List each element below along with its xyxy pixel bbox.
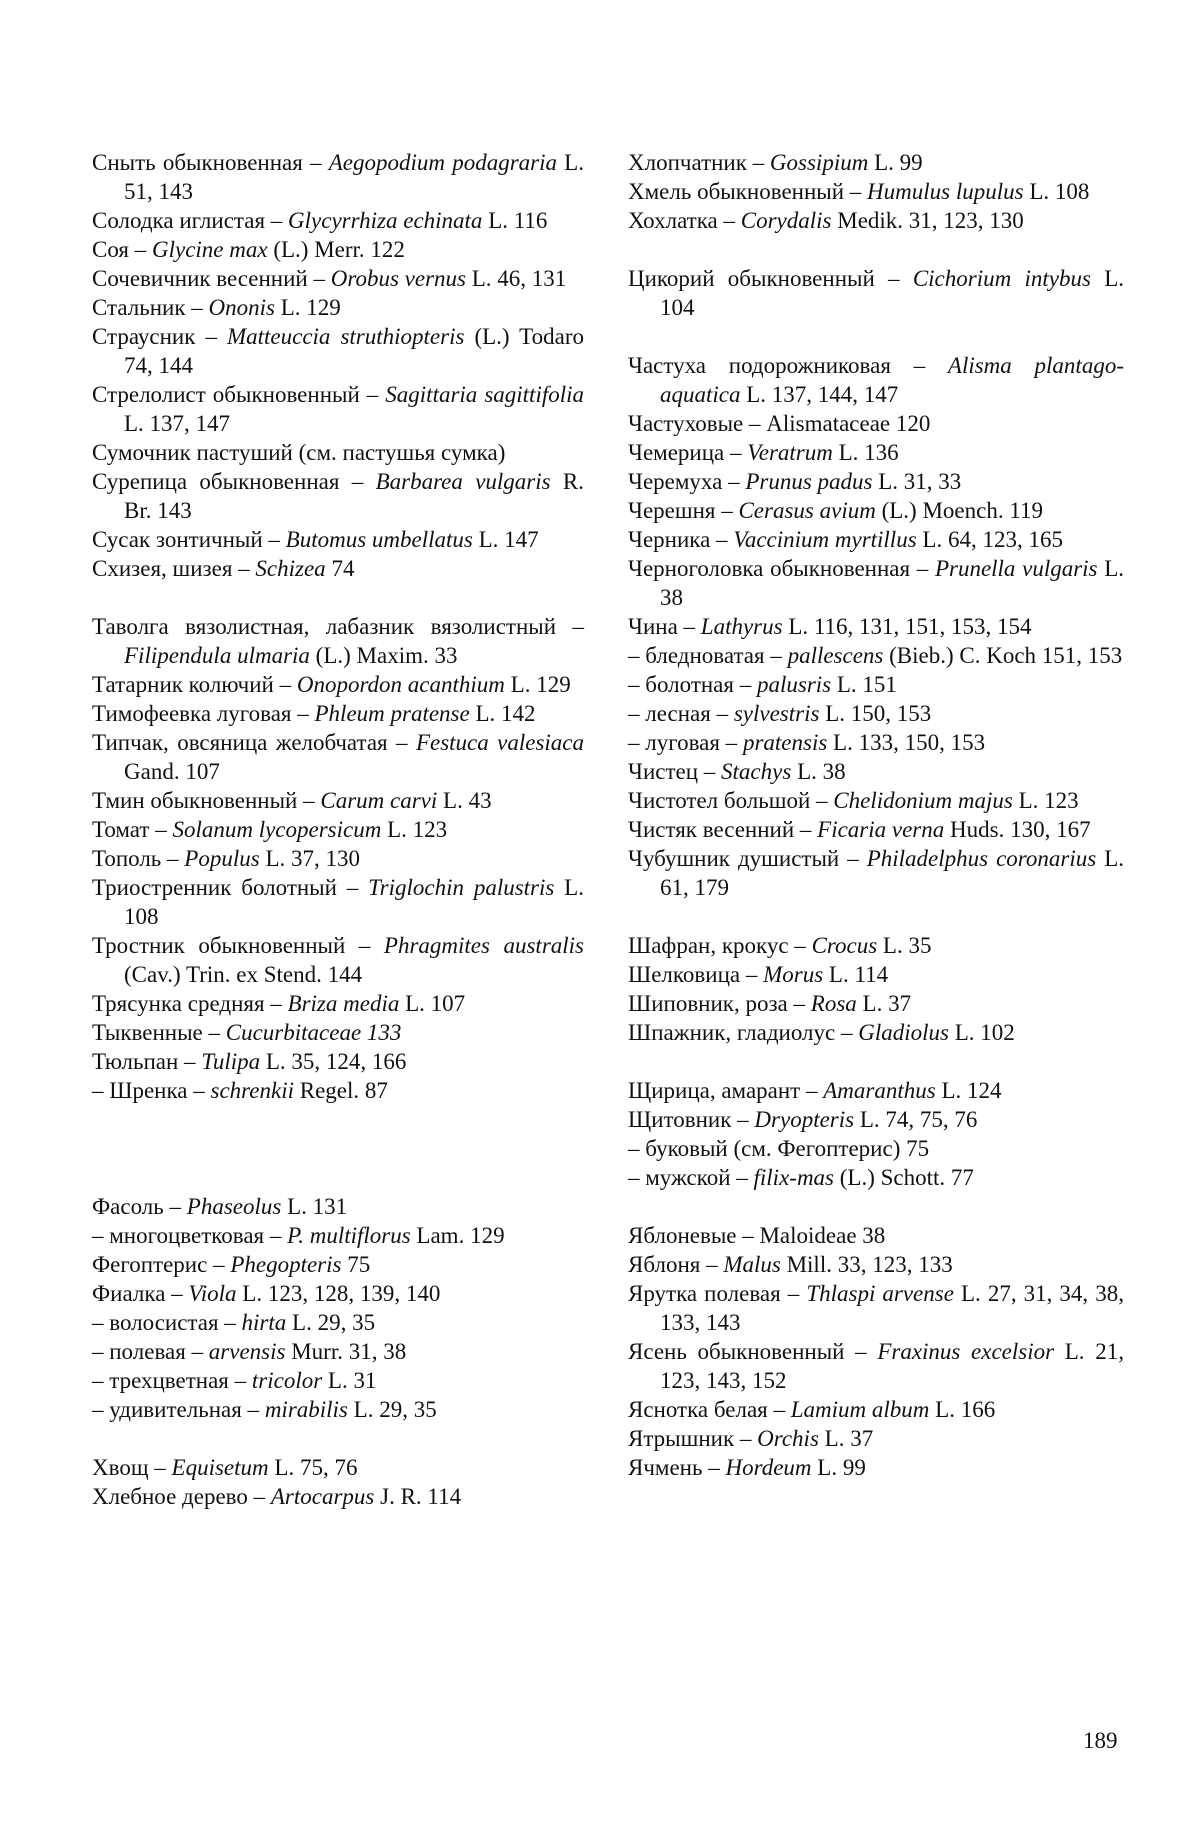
entry-text: Стальник – xyxy=(92,295,209,320)
entry-text: L. 136 xyxy=(832,440,899,465)
index-entry xyxy=(628,467,1124,496)
latin-name: Amaranthus xyxy=(823,1078,936,1103)
entry-text: Ясень обыкновенный – xyxy=(628,1339,878,1364)
latin-name: pallescens xyxy=(787,643,884,668)
index-column-left xyxy=(92,148,584,1511)
index-entry xyxy=(92,699,584,728)
entry-text: Тыквенные – xyxy=(92,1020,226,1045)
entry-text: L. 29, 35 xyxy=(286,1310,376,1335)
entry-text: L. 37 xyxy=(856,991,912,1016)
index-entry xyxy=(628,1221,1124,1250)
entry-text: R. Br. 143 xyxy=(124,469,585,523)
entry-text: L. 129 xyxy=(504,672,571,697)
latin-name: Phleum pratense xyxy=(314,701,470,726)
latin-name: Glycyrrhiza echinata xyxy=(288,208,483,233)
entry-text: L. 114 xyxy=(823,962,889,987)
latin-name: Cerasus avium xyxy=(738,498,876,523)
entry-text: Lam. 129 xyxy=(410,1223,505,1248)
latin-name: schrenkii xyxy=(210,1078,294,1103)
latin-name: Morus xyxy=(763,962,824,987)
latin-name: Dryopteris xyxy=(754,1107,855,1132)
entry-text: – бледноватая – xyxy=(628,643,788,668)
latin-name: Lamium album xyxy=(790,1397,930,1422)
index-entry xyxy=(92,1192,584,1221)
entry-text: Яблоня – xyxy=(628,1252,724,1277)
entry-text: Типчак, овсяница желобчатая – xyxy=(92,730,416,755)
entry-text: – удивительная – xyxy=(92,1397,265,1422)
entry-text: L. 129 xyxy=(275,295,341,320)
entry-text: Яснотка белая – xyxy=(628,1397,791,1422)
entry-text: Шелковица – xyxy=(628,962,764,987)
page-number: 189 xyxy=(1083,1728,1118,1753)
index-entry xyxy=(92,525,584,554)
entry-text: – полевая – xyxy=(92,1339,209,1364)
latin-name: Fraxinus excelsior xyxy=(877,1339,1055,1364)
latin-name: arvensis xyxy=(208,1339,286,1364)
entry-text: Черника – xyxy=(628,527,734,552)
latin-name: Rosa xyxy=(810,991,857,1016)
latin-name: Veratrum xyxy=(747,440,833,465)
entry-text: L. 31, 33 xyxy=(872,469,962,494)
entry-text: L. 35 xyxy=(877,933,932,958)
index-entry xyxy=(92,380,584,438)
latin-name: Ononis xyxy=(208,295,275,320)
latin-name: Aegopodium podagraria xyxy=(328,150,557,175)
index-entry xyxy=(628,438,1124,467)
entry-text: L. 75, 76 xyxy=(268,1455,358,1480)
latin-name: Philadelphus coronarius xyxy=(866,846,1097,871)
index-entry xyxy=(92,786,584,815)
entry-text: L. 147 xyxy=(472,527,539,552)
index-entry xyxy=(92,844,584,873)
entry-text: (L.) Todaro 74, 144 xyxy=(124,324,584,378)
entry-text: Чистяк весенний – xyxy=(628,817,818,842)
entry-text: L. 142 xyxy=(469,701,536,726)
entry-text: L. 27, 31, 34, 38, 133, 143 xyxy=(660,1281,1124,1335)
index-entry xyxy=(92,989,584,1018)
entry-text: Ячмень – xyxy=(628,1455,726,1480)
index-entry xyxy=(92,1018,584,1047)
entry-text: Щирица, амарант – xyxy=(628,1078,824,1103)
index-entry xyxy=(628,148,1124,177)
entry-group-spacer xyxy=(92,583,584,612)
latin-name: mirabilis xyxy=(264,1397,348,1422)
index-entry xyxy=(92,1076,584,1105)
entry-text: Таволга вязолистная, лабазник вязолистный – xyxy=(92,614,584,639)
index-entry xyxy=(92,293,584,322)
index-entry xyxy=(628,525,1124,554)
index-entry xyxy=(628,1395,1124,1424)
index-entry xyxy=(628,554,1124,612)
latin-name: Triglochin palustris xyxy=(368,875,555,900)
entry-text: L. 37, 130 xyxy=(259,846,360,871)
entry-text: – многоцветковая – xyxy=(92,1223,288,1248)
entry-text: L. 51, 143 xyxy=(124,150,584,204)
entry-text: – болотная – xyxy=(628,672,757,697)
latin-name: Hordeum xyxy=(725,1455,812,1480)
entry-text: L. 151 xyxy=(831,672,897,697)
entry-text: L. 137, 147 xyxy=(124,411,231,436)
entry-text: Huds. 130, 167 xyxy=(944,817,1091,842)
entry-text: L. 123 xyxy=(1012,788,1079,813)
index-entry xyxy=(92,670,584,699)
entry-text: (L.) Merr. 122 xyxy=(267,237,405,262)
index-entry xyxy=(92,1047,584,1076)
entry-text: L. 131 xyxy=(281,1194,348,1219)
index-entry xyxy=(92,1482,584,1511)
index-entry xyxy=(628,728,1124,757)
entry-text: Триостренник болотный – xyxy=(92,875,369,900)
entry-text: Тимофеевка луговая – xyxy=(92,701,315,726)
entry-text: L. 38 xyxy=(660,556,1124,610)
entry-text: L. 46, 131 xyxy=(465,266,567,291)
entry-group-spacer xyxy=(92,1163,584,1192)
latin-name: Humulus lupulus xyxy=(867,179,1024,204)
entry-group-spacer xyxy=(628,322,1124,351)
latin-name: Cucurbitaceae 133 xyxy=(225,1020,402,1045)
latin-name: Cichorium intybus xyxy=(912,266,1091,291)
entry-text: Томат – xyxy=(92,817,173,842)
index-entry xyxy=(92,612,584,670)
entry-text: L. 107 xyxy=(399,991,466,1016)
index-entry xyxy=(628,1453,1124,1482)
latin-name: sylvestris xyxy=(733,701,820,726)
entry-text: L. 124 xyxy=(935,1078,1002,1103)
latin-name: pratensis xyxy=(742,730,828,755)
entry-text: Сурепица обыкновенная – xyxy=(92,469,376,494)
latin-name: Festuca valesiaca xyxy=(415,730,584,755)
index-entry xyxy=(628,670,1124,699)
latin-name: Sagittaria sagittifolia xyxy=(385,382,585,407)
index-entry xyxy=(628,1424,1124,1453)
entry-text: Черноголовка обыкновенная – xyxy=(628,556,935,581)
entry-text: Шафран, крокус – xyxy=(628,933,812,958)
entry-text: Солодка иглистая – xyxy=(92,208,289,233)
latin-name: Ficaria verna xyxy=(817,817,945,842)
index-entry xyxy=(92,322,584,380)
latin-name: Briza media xyxy=(287,991,400,1016)
entry-text: L. 104 xyxy=(660,266,1124,320)
entry-text: Чистотел большой – xyxy=(628,788,834,813)
entry-text: L. 123, 128, 139, 140 xyxy=(236,1281,441,1306)
entry-group-spacer xyxy=(628,1192,1124,1221)
index-entry xyxy=(92,1308,584,1337)
latin-name: Gossipium xyxy=(769,150,869,175)
entry-text: Стрелолист обыкновенный – xyxy=(92,382,386,407)
index-entry xyxy=(628,960,1124,989)
entry-text: Тмин обыкновенный – xyxy=(92,788,321,813)
entry-text: Чубушник душистый – xyxy=(628,846,867,871)
entry-text: – волосистая – xyxy=(92,1310,242,1335)
entry-text: Соя – xyxy=(92,237,152,262)
entry-text: Частуха подорожниковая – xyxy=(628,353,948,378)
index-entry xyxy=(92,1366,584,1395)
latin-name: Malus xyxy=(723,1252,781,1277)
latin-name: palusris xyxy=(756,672,832,697)
entry-text: Шиповник, роза – xyxy=(628,991,811,1016)
latin-name: Populus xyxy=(184,846,260,871)
entry-text: – трехцветная – xyxy=(92,1368,252,1393)
entry-text: Трясунка средняя – xyxy=(92,991,288,1016)
latin-name: Equisetum xyxy=(171,1455,269,1480)
entry-text: L. 29, 35 xyxy=(347,1397,437,1422)
index-entry xyxy=(92,1279,584,1308)
entry-text: L. 108 xyxy=(124,875,584,929)
entry-text: (Cav.) Trin. ex Stend. 144 xyxy=(124,962,363,987)
latin-name: Phaseolus xyxy=(186,1194,282,1219)
index-entry xyxy=(628,1279,1124,1337)
index-entry xyxy=(92,873,584,931)
index-entry xyxy=(628,1076,1124,1105)
index-entry xyxy=(628,351,1124,409)
latin-name: Orchis xyxy=(757,1426,819,1451)
entry-text: L. 61, 179 xyxy=(660,846,1124,900)
latin-name: Phragmites australis xyxy=(383,933,585,958)
latin-name: Alisma plantago-aquatica xyxy=(660,353,1124,407)
index-entry xyxy=(92,1337,584,1366)
index-entry xyxy=(92,1395,584,1424)
entry-text: L. 38 xyxy=(791,759,846,784)
latin-name: Glycine max xyxy=(151,237,268,262)
entry-text: (L.) Schott. 77 xyxy=(834,1165,974,1190)
latin-name: Prunella vulgaris xyxy=(934,556,1098,581)
entry-text: Сумочник пастуший (см. пастушья сумка) xyxy=(92,440,506,465)
entry-group-spacer xyxy=(628,902,1124,931)
index-entry xyxy=(628,989,1124,1018)
entry-text: 75 xyxy=(341,1252,371,1277)
entry-text: L. 166 xyxy=(929,1397,996,1422)
index-entry xyxy=(92,235,584,264)
latin-name: Filipendula ulmaria xyxy=(124,643,310,668)
entry-text: Цикорий обыкновенный – xyxy=(628,266,913,291)
index-entry xyxy=(628,206,1124,235)
latin-name: Crocus xyxy=(811,933,878,958)
entry-text: Regel. 87 xyxy=(293,1078,388,1103)
index-entry xyxy=(628,264,1124,322)
latin-name: filix-mas xyxy=(753,1165,835,1190)
latin-name: Chelidonium majus xyxy=(833,788,1013,813)
entry-text: L. 74, 75, 76 xyxy=(854,1107,978,1132)
index-entry xyxy=(92,467,584,525)
index-entry xyxy=(92,438,584,467)
entry-text: L. 133, 150, 153 xyxy=(827,730,986,755)
index-entry xyxy=(628,177,1124,206)
entry-text: Ярутка полевая – xyxy=(628,1281,807,1306)
latin-name: Matteuccia struthiopteris xyxy=(226,324,465,349)
index-entry xyxy=(92,1221,584,1250)
entry-text: Чина – xyxy=(628,614,701,639)
entry-text: – мужской – xyxy=(628,1165,754,1190)
index-entry xyxy=(92,931,584,989)
index-entry xyxy=(628,1163,1124,1192)
entry-text: L. 35, 124, 166 xyxy=(260,1049,407,1074)
entry-text: (L.) Maxim. 33 xyxy=(309,643,458,668)
entry-text: – луговая – xyxy=(628,730,743,755)
latin-name: Corydalis xyxy=(740,208,832,233)
index-entry xyxy=(92,1250,584,1279)
entry-text: Фегоптерис – xyxy=(92,1252,231,1277)
entry-text: L. 43 xyxy=(437,788,492,813)
entry-text: Mill. 33, 123, 133 xyxy=(780,1252,953,1277)
index-entry xyxy=(628,496,1124,525)
latin-name: Schizea xyxy=(255,556,326,581)
index-entry xyxy=(628,1134,1124,1163)
latin-name: Tulipa xyxy=(201,1049,261,1074)
entry-text: Страусник – xyxy=(92,324,227,349)
index-entry xyxy=(628,641,1124,670)
index-entry xyxy=(628,409,1124,438)
latin-name: Carum carvi xyxy=(320,788,438,813)
index-entry xyxy=(92,206,584,235)
entry-text: Gand. 107 xyxy=(124,759,220,784)
index-entry xyxy=(628,931,1124,960)
index-entry xyxy=(628,1250,1124,1279)
entry-text: Тополь – xyxy=(92,846,185,871)
index-entry xyxy=(628,1018,1124,1047)
index-entry xyxy=(628,757,1124,786)
entry-text: L. 137, 144, 147 xyxy=(740,382,899,407)
entry-text: (Bieb.) C. Koch 151, 153 xyxy=(883,643,1123,668)
index-entry xyxy=(92,1453,584,1482)
entry-group-spacer xyxy=(92,1134,584,1163)
index-entry xyxy=(628,1337,1124,1395)
entry-text: L. 108 xyxy=(1023,179,1090,204)
entry-text: Murr. 31, 38 xyxy=(285,1339,407,1364)
latin-name: Phegopteris xyxy=(230,1252,342,1277)
entry-text: Черемуха – xyxy=(628,469,746,494)
entry-group-spacer xyxy=(92,1105,584,1134)
entry-text: Шпажник, гладиолус – xyxy=(628,1020,859,1045)
entry-text: L. 150, 153 xyxy=(819,701,932,726)
entry-text: L. 99 xyxy=(811,1455,866,1480)
latin-name: Gladiolus xyxy=(858,1020,949,1045)
entry-group-spacer xyxy=(628,1047,1124,1076)
entry-text: – буковый (см. Фегоптерис) 75 xyxy=(628,1136,930,1161)
entry-text: Medik. 31, 123, 130 xyxy=(831,208,1024,233)
latin-name: Barbarea vulgaris xyxy=(375,469,551,494)
index-entry xyxy=(628,1105,1124,1134)
index-entry xyxy=(92,815,584,844)
latin-name: Viola xyxy=(188,1281,237,1306)
index-entry xyxy=(628,815,1124,844)
latin-name: Solanum lycopersicum xyxy=(172,817,382,842)
index-entry xyxy=(628,844,1124,902)
entry-text: Схизея, шизея – xyxy=(92,556,256,581)
entry-text: Щитовник – xyxy=(628,1107,755,1132)
index-entry xyxy=(92,728,584,786)
latin-name: Vaccinium myrtillus xyxy=(733,527,917,552)
latin-name: tricolor xyxy=(251,1368,323,1393)
index-entry xyxy=(628,699,1124,728)
latin-name: Stachys xyxy=(721,759,792,784)
entry-text: Сочевичник весенний – xyxy=(92,266,331,291)
entry-text: Фасоль – xyxy=(92,1194,187,1219)
index-entry xyxy=(92,148,584,206)
entry-text: L. 31 xyxy=(322,1368,377,1393)
entry-text: L. 123 xyxy=(381,817,448,842)
entry-text: L. 64, 123, 165 xyxy=(916,527,1063,552)
entry-text: 74 xyxy=(325,556,355,581)
entry-text: Татарник колючий – xyxy=(92,672,297,697)
entry-text: L. 37 xyxy=(818,1426,874,1451)
latin-name: Prunus padus xyxy=(745,469,873,494)
entry-group-spacer xyxy=(92,1424,584,1453)
entry-text: Чистец – xyxy=(628,759,722,784)
entry-text: Тростник обыкновенный – xyxy=(92,933,384,958)
latin-name: Thlaspi arvense xyxy=(806,1281,954,1306)
entry-text: L. 99 xyxy=(868,150,923,175)
entry-text: (L.) Moench. 119 xyxy=(875,498,1043,523)
latin-name: Butomus umbellatus xyxy=(285,527,473,552)
entry-text: Хмель обыкновенный – xyxy=(628,179,868,204)
latin-name: Artocarpus xyxy=(270,1484,375,1509)
index-entry xyxy=(628,786,1124,815)
entry-text: Фиалка – xyxy=(92,1281,189,1306)
entry-text: Тюльпан – xyxy=(92,1049,202,1074)
entry-text: L. 21, 123, 143, 152 xyxy=(660,1339,1124,1393)
index-entry xyxy=(92,554,584,583)
entry-text: Хлебное дерево – xyxy=(92,1484,271,1509)
entry-text: L. 102 xyxy=(948,1020,1015,1045)
entry-text: J. R. 114 xyxy=(374,1484,462,1509)
entry-text: Хвощ – xyxy=(92,1455,172,1480)
entry-text: Ятрышник – xyxy=(628,1426,758,1451)
entry-text: Черешня – xyxy=(628,498,739,523)
entry-text: L. 116 xyxy=(482,208,548,233)
latin-name: Orobus vernus xyxy=(330,266,466,291)
index-entry xyxy=(92,264,584,293)
entry-text: Сныть обыкновенная – xyxy=(92,150,329,175)
entry-text: Чемерица – xyxy=(628,440,748,465)
entry-text: Хлопчатник – xyxy=(628,150,770,175)
entry-text: Сусак зонтичный – xyxy=(92,527,286,552)
entry-text: – лесная – xyxy=(628,701,734,726)
entry-text: – Шренка – xyxy=(92,1078,211,1103)
entry-text: Яблоневые – Maloideae 38 xyxy=(628,1223,886,1248)
latin-name: hirta xyxy=(241,1310,287,1335)
entry-text: Хохлатка – xyxy=(628,208,741,233)
latin-name: P. multiflorus xyxy=(287,1223,411,1248)
entry-text: L. 116, 131, 151, 153, 154 xyxy=(782,614,1032,639)
latin-name: Onopordon acanthium xyxy=(296,672,505,697)
entry-text: Частуховые – Alismataceae 120 xyxy=(628,411,931,436)
index-column-right xyxy=(628,148,1124,1482)
entry-group-spacer xyxy=(628,235,1124,264)
index-entry xyxy=(628,612,1124,641)
latin-name: Lathyrus xyxy=(700,614,783,639)
